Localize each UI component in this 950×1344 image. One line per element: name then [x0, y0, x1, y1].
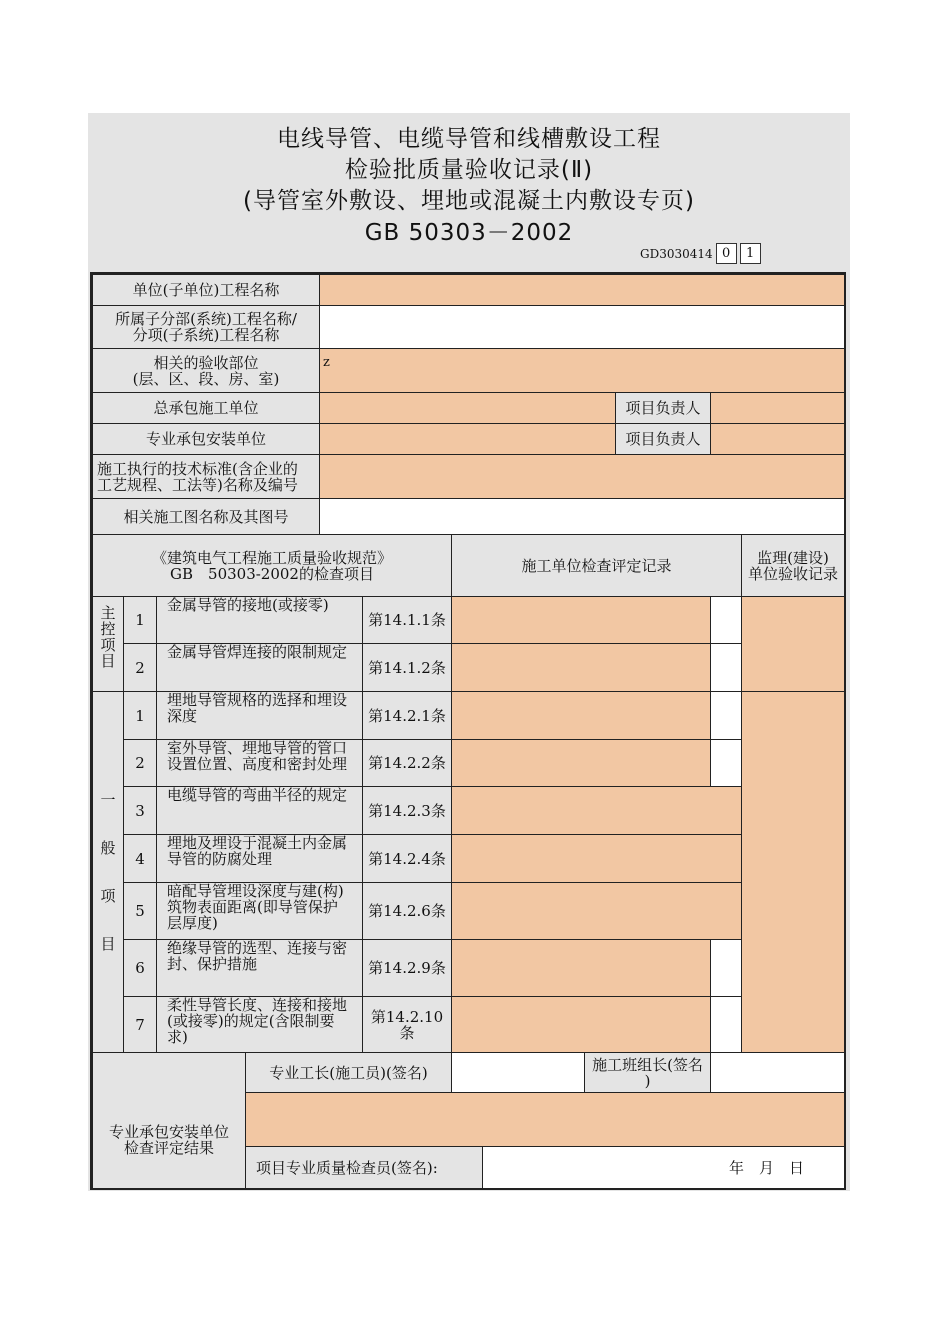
main-item-desc-line: 金属导管的接地(或接零)	[167, 596, 329, 614]
general-item-description	[156, 834, 363, 883]
general-item-clause-line: 第14.2.10	[370, 1007, 444, 1026]
main-item-clause: 第14.1.2条	[362, 643, 452, 692]
main-items-supervisor-record[interactable]	[741, 596, 845, 692]
location-label-line-1: 相关的验收部位	[153, 353, 259, 372]
foreman-signature[interactable]	[451, 1052, 585, 1093]
form-code-text: GD3030414	[640, 246, 713, 261]
general-item-desc-line: 层厚度)	[167, 914, 218, 932]
general-item-description	[156, 786, 363, 835]
main-items-group-label	[92, 596, 124, 692]
team-leader-label	[584, 1052, 711, 1093]
general-item-clause: 第14.2.6条	[362, 882, 452, 940]
team-leader-line-2: )	[644, 1071, 651, 1090]
code-box-2[interactable]: 1	[740, 243, 761, 264]
general-item-clause	[362, 996, 452, 1053]
general-item-number: 7	[123, 996, 157, 1053]
general-item-desc-line: 深度	[167, 707, 198, 725]
general-item-desc-line: 电缆导管的弯曲半径的规定	[167, 786, 348, 804]
general-item-number: 4	[123, 834, 157, 883]
standard-label	[92, 454, 320, 499]
supervisor-header-line-2: 单位验收记录	[747, 564, 838, 583]
general-item-clause: 第14.2.3条	[362, 786, 452, 835]
general-item-contractor-record[interactable]	[451, 996, 711, 1053]
general-item-contractor-record[interactable]	[451, 739, 711, 787]
main-item-description	[156, 596, 363, 644]
general-items-group-label	[92, 691, 124, 1053]
main-group-char-2: 控	[100, 620, 116, 638]
main-item-clause: 第14.1.1条	[362, 596, 452, 644]
general-item-number: 5	[123, 882, 157, 940]
general-item-description	[156, 739, 363, 787]
general-item-clause: 第14.2.9条	[362, 939, 452, 997]
general-group-char-2: 般	[100, 839, 116, 857]
main-item-number: 1	[123, 596, 157, 644]
manager-label-2: 项目负责人	[615, 423, 711, 455]
subdivision-input[interactable]	[319, 305, 845, 349]
footer-blank-cell	[92, 1052, 246, 1093]
spec-header-line-2: GB 50303-2002的检查项目	[170, 564, 374, 583]
result-label-line-1: 专业承包安装单位	[108, 1123, 229, 1141]
acceptance-form-table	[90, 272, 846, 1190]
general-item-contractor-record[interactable]	[451, 939, 711, 997]
general-item-clause: 第14.2.1条	[362, 691, 452, 740]
result-label-line-2: 检查评定结果	[123, 1139, 214, 1157]
main-item-desc-line: 金属导管焊连接的限制规定	[167, 643, 348, 661]
main-group-char-4: 目	[100, 652, 116, 670]
main-group-char-3: 项	[100, 636, 116, 654]
contractor-record-header: 施工单位检查评定记录	[451, 534, 742, 597]
spec-header	[92, 534, 452, 597]
title-line-1: 电线导管、电缆导管和线槽敷设工程	[277, 126, 661, 152]
general-item-contractor-record[interactable]	[451, 786, 742, 835]
general-item-desc-line: 封、保护措施	[167, 955, 258, 973]
code-box-1[interactable]: 0	[716, 243, 737, 264]
main-item-contractor-mark[interactable]	[710, 643, 742, 692]
main-group-char-1: 主	[100, 604, 116, 622]
location-input[interactable]: z	[319, 348, 845, 393]
inspector-label: 项目专业质量检查员(签名):	[245, 1146, 483, 1189]
general-item-desc-line: 筑物表面距离(即导管保护	[167, 898, 338, 916]
main-item-contractor-mark[interactable]	[710, 596, 742, 644]
general-item-desc-line: (或接零)的规定(含限制要	[167, 1012, 335, 1030]
date-label: 年 月 日	[728, 1158, 804, 1177]
general-item-clause: 第14.2.2条	[362, 739, 452, 787]
standard-label-line-2: 工艺规程、工法等)名称及编号	[97, 475, 298, 494]
general-item-contractor-mark[interactable]	[710, 691, 742, 740]
general-item-number: 1	[123, 691, 157, 740]
spec-header-line-1: 《建筑电气工程施工质量验收规范》	[151, 548, 392, 567]
standard-label-line-1: 施工执行的技术标准(含企业的	[97, 459, 298, 478]
project-name-label: 单位(子单位)工程名称	[92, 274, 320, 306]
main-item-contractor-record[interactable]	[451, 643, 711, 692]
manager-input-2[interactable]	[710, 423, 845, 455]
supervisor-record-header	[741, 534, 845, 597]
general-item-desc-line: 暗配导管埋设深度与建(构)	[167, 882, 344, 900]
standard-number: GB 50303－2002	[364, 220, 574, 246]
subdivision-label-line-2: 分项(子系统)工程名称	[132, 326, 280, 344]
project-name-input[interactable]	[319, 274, 845, 306]
team-leader-line-1: 施工班组长(签名	[592, 1055, 703, 1074]
main-item-contractor-record[interactable]	[451, 596, 711, 644]
main-item-number: 2	[123, 643, 157, 692]
drawing-label: 相关施工图名称及其图号	[92, 498, 320, 535]
general-item-contractor-mark[interactable]	[710, 939, 742, 997]
general-contractor-label: 总承包施工单位	[92, 392, 320, 424]
general-item-desc-line: 埋地导管规格的选择和埋设	[167, 691, 348, 709]
general-item-desc-line: 室外导管、埋地导管的管口	[167, 739, 348, 757]
subdivision-label-line-1: 所属子分部(系统)工程名称/	[115, 310, 297, 328]
general-group-char-4: 目	[100, 935, 116, 953]
general-item-contractor-record[interactable]	[451, 882, 742, 940]
team-leader-signature[interactable]	[710, 1052, 845, 1093]
general-item-number: 6	[123, 939, 157, 997]
result-label	[92, 1092, 246, 1189]
general-contractor-input[interactable]	[319, 392, 616, 424]
general-item-description	[156, 691, 363, 740]
subdivision-label	[92, 305, 320, 349]
main-item-description	[156, 643, 363, 692]
inspector-signature-date[interactable]	[482, 1146, 845, 1189]
foreman-label: 专业工长(施工员)(签名)	[245, 1052, 452, 1093]
form-code	[640, 243, 761, 264]
general-item-desc-line: 埋地及埋设于混凝土内金属	[167, 834, 348, 852]
title-line-2: 检验批质量验收记录(Ⅱ)	[344, 157, 594, 183]
general-item-description	[156, 882, 363, 940]
general-item-contractor-mark[interactable]	[710, 739, 742, 787]
general-item-desc-line: 设置位置、高度和密封处理	[167, 755, 348, 773]
manager-input-1[interactable]	[710, 392, 845, 424]
general-item-desc-line: 柔性导管长度、连接和接地	[167, 996, 348, 1014]
title-line-3: (导管室外敷设、埋地或混凝土内敷设专页)	[243, 188, 695, 214]
general-item-description	[156, 996, 363, 1053]
sub-contractor-label: 专业承包安装单位	[92, 423, 320, 455]
general-item-description	[156, 939, 363, 997]
standard-input[interactable]	[319, 454, 845, 499]
result-input[interactable]	[245, 1092, 845, 1147]
general-item-contractor-record[interactable]	[451, 834, 742, 883]
general-item-number: 2	[123, 739, 157, 787]
drawing-input[interactable]	[319, 498, 845, 535]
general-item-contractor-record[interactable]	[451, 691, 711, 740]
general-items-supervisor-record[interactable]	[741, 691, 845, 1053]
general-item-desc-line: 绝缘导管的选型、连接与密	[167, 939, 348, 957]
general-item-clause: 第14.2.4条	[362, 834, 452, 883]
supervisor-header-line-1: 监理(建设)	[757, 548, 829, 567]
general-item-clause-line: 条	[399, 1023, 415, 1042]
general-item-number: 3	[123, 786, 157, 835]
location-label	[92, 348, 320, 393]
general-group-char-3: 项	[100, 887, 116, 905]
manager-label-1: 项目负责人	[615, 392, 711, 424]
general-item-contractor-mark[interactable]	[710, 996, 742, 1053]
location-label-line-2: (层、区、段、房、室)	[132, 369, 280, 388]
sub-contractor-input[interactable]	[319, 423, 616, 455]
general-group-char-1: 一	[100, 791, 116, 809]
general-item-desc-line: 导管的防腐处理	[167, 850, 273, 868]
general-item-desc-line: 求)	[167, 1028, 188, 1046]
